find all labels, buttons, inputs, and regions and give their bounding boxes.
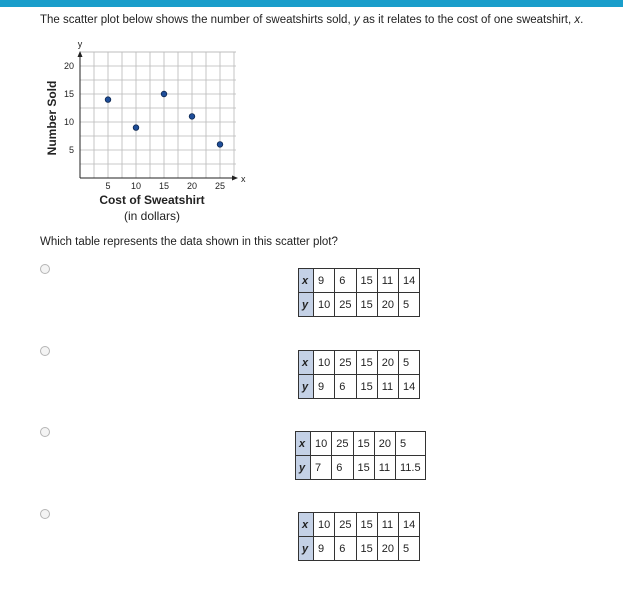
data-point	[161, 91, 167, 97]
x-tick-label: 15	[158, 181, 170, 191]
table-cell: 10	[311, 432, 332, 456]
choice-radio-d[interactable]	[40, 509, 50, 519]
choice-radio-b[interactable]	[40, 346, 50, 356]
table-cell: 6	[335, 375, 356, 399]
table-header-y: y	[299, 375, 314, 399]
choice-table-b[interactable]	[298, 350, 420, 399]
table-cell: 15	[356, 269, 377, 293]
table-row-x	[299, 351, 420, 375]
question-text-part: as it relates to the cost of one sweatshirt,	[359, 14, 575, 26]
table-cell: 15	[356, 293, 377, 317]
table-header-y: y	[296, 456, 311, 480]
data-point	[105, 97, 111, 103]
question-text-part: .	[580, 14, 584, 26]
y-tick-label: 5	[68, 145, 74, 155]
table-cell: 5	[399, 537, 420, 561]
choice-radio-a[interactable]	[40, 264, 50, 274]
table-cell: 6	[335, 269, 356, 293]
y-tick-label: 10	[63, 117, 74, 127]
table-cell: 15	[356, 513, 377, 537]
table-header-y: y	[299, 537, 314, 561]
table-cell: 5	[399, 351, 420, 375]
table-cell: 14	[399, 269, 420, 293]
choice-table-a[interactable]	[298, 268, 420, 317]
table-cell: 25	[332, 432, 353, 456]
table-cell: 20	[377, 351, 398, 375]
table-cell: 10	[314, 293, 335, 317]
table-header-x: x	[299, 513, 314, 537]
table-cell: 25	[335, 293, 356, 317]
table-cell: 11.5	[396, 456, 426, 480]
table-row-y	[296, 456, 426, 480]
table-cell: 9	[314, 269, 335, 293]
table-header-y: y	[299, 293, 314, 317]
table-cell: 11	[374, 456, 395, 480]
table-cell: 10	[314, 351, 335, 375]
table-cell: 15	[356, 351, 377, 375]
question-text-part: The scatter plot below shows the number of sweatshirts sold,	[40, 14, 354, 26]
table-row-x	[296, 432, 426, 456]
table-cell: 5	[399, 293, 420, 317]
data-point	[217, 142, 223, 148]
table-cell: 14	[399, 375, 420, 399]
x-axis-var-label: x	[241, 174, 246, 184]
y-axis-var-label: y	[77, 39, 83, 49]
x-tick-label: 10	[130, 181, 142, 191]
table-cell: 9	[314, 537, 335, 561]
table-row-y	[299, 537, 420, 561]
table-cell: 6	[332, 456, 353, 480]
question-var-y: y	[353, 14, 360, 26]
choice-table-d[interactable]	[298, 512, 420, 561]
table-cell: 11	[377, 375, 398, 399]
table-cell: 15	[353, 456, 374, 480]
x-axis-subtitle: (in dollars)	[123, 209, 181, 223]
y-axis-title: Number Sold	[45, 80, 59, 156]
table-cell: 25	[335, 513, 356, 537]
table-row-y	[299, 375, 420, 399]
table-cell: 20	[377, 537, 398, 561]
table-cell: 11	[377, 269, 398, 293]
x-tick-label: 25	[214, 181, 226, 191]
y-tick-label: 15	[63, 89, 74, 99]
table-cell: 9	[314, 375, 335, 399]
table-header-x: x	[299, 269, 314, 293]
table-cell: 6	[335, 537, 356, 561]
choice-radio-c[interactable]	[40, 427, 50, 437]
table-row-y	[299, 293, 420, 317]
table-cell: 10	[314, 513, 335, 537]
table-cell: 20	[374, 432, 395, 456]
table-cell: 11	[377, 513, 398, 537]
table-cell: 15	[356, 537, 377, 561]
data-point	[133, 125, 139, 131]
table-cell: 25	[335, 351, 356, 375]
x-axis-title: Cost of Sweatshirt	[99, 193, 205, 207]
question-var-x: x	[574, 14, 581, 26]
chart-axes	[78, 51, 239, 181]
x-tick-label: 20	[186, 181, 198, 191]
table-cell: 14	[399, 513, 420, 537]
table-row-x	[299, 269, 420, 293]
table-cell: 5	[396, 432, 426, 456]
x-axis-arrow	[232, 176, 238, 181]
table-header-x: x	[296, 432, 311, 456]
table-header-x: x	[299, 351, 314, 375]
x-tick-label: 5	[105, 181, 111, 191]
y-tick-label: 20	[63, 61, 74, 71]
chart-grid	[80, 52, 236, 178]
data-point	[189, 114, 195, 120]
prompt-text: Which table represents the data shown in this scatter plot?	[40, 236, 338, 248]
table-cell: 15	[356, 375, 377, 399]
table-cell: 15	[353, 432, 374, 456]
chart-ticks	[64, 61, 225, 191]
choice-table-c[interactable]	[295, 431, 426, 480]
table-cell: 20	[377, 293, 398, 317]
table-row-x	[299, 513, 420, 537]
table-cell: 7	[311, 456, 332, 480]
